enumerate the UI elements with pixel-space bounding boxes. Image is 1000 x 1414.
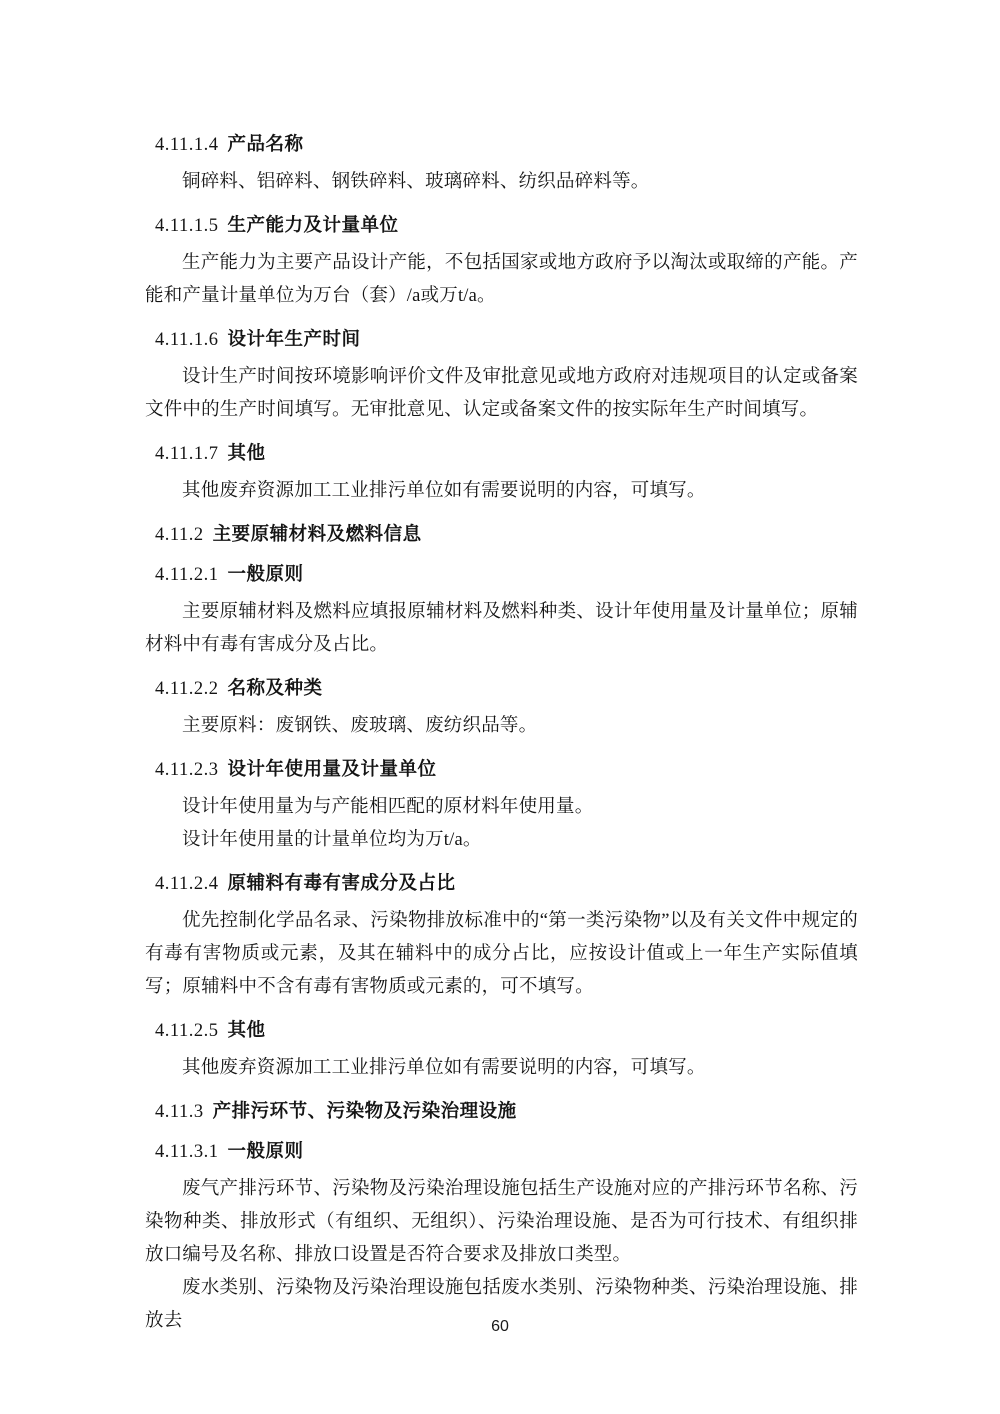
section-title: 主要原辅材料及燃料信息 [212,523,422,544]
section-number: 4.11.2.2 [155,679,219,699]
section-paragraph: 铜碎料、铝碎料、钢铁碎料、玻璃碎料、纺织品碎料等。 [182,172,650,192]
section-heading [145,326,858,353]
section-title: 其他 [227,442,266,463]
section-title: 产品名称 [227,133,304,154]
section-number: 4.11.2.3 [155,760,219,780]
section-paragraph: 其他废弃资源加工工业排污单位如有需要说明的内容，可填写。 [182,481,706,501]
section-4-11-3-1 [145,1138,858,1338]
section-heading [145,212,858,239]
section-number: 4.11.1.7 [155,444,219,464]
section-4-11-2 [145,521,858,548]
section-title: 原辅料有毒有害成分及占比 [227,872,456,893]
section-paragraph: 其他废弃资源加工工业排污单位如有需要说明的内容，可填写。 [182,1058,706,1078]
section-paragraph: 主要原料：废钢铁、废玻璃、废纺织品等。 [182,716,538,736]
section-title: 其他 [227,1019,266,1040]
section-heading [145,870,858,897]
section-4-11-3 [145,1098,858,1125]
section-4-11-1-7 [145,440,858,508]
page-number: 60 [491,1318,509,1335]
section-heading [145,675,858,702]
section-title: 名称及种类 [227,677,323,698]
section-heading [145,561,858,588]
section-4-11-2-2 [145,675,858,743]
section-title: 生产能力及计量单位 [227,214,399,235]
section-heading [145,1098,858,1125]
section-4-11-1-5 [145,212,858,313]
section-number: 4.11.2 [155,525,204,545]
section-paragraph: 主要原辅材料及燃料应填报原辅材料及燃料种类、设计年使用量及计量单位；原辅材料中有毒有害成分及占比。 [145,602,858,655]
section-number: 4.11.1.4 [155,135,219,155]
section-number: 4.11.1.5 [155,216,219,236]
section-number: 4.11.3.1 [155,1142,219,1162]
section-4-11-2-5 [145,1017,858,1085]
section-heading [145,756,858,783]
section-4-11-2-3 [145,756,858,857]
section-number: 4.11.3 [155,1102,204,1122]
section-paragraph: 优先控制化学品名录、污染物排放标准中的“第一类污染物”以及有关文件中规定的有毒有害物质或元素，及其在辅料中的成分占比，应按设计值或上一年生产实际值填写；原辅料中不含有毒有害物质或元素的，可不填写。 [145,911,858,997]
section-title: 设计年使用量及计量单位 [227,758,437,779]
section-heading [145,1017,858,1044]
section-paragraph: 设计年使用量为与产能相匹配的原材料年使用量。 [182,797,594,817]
section-paragraph: 废水类别、污染物及污染治理设施包括废水类别、污染物种类、污染治理设施、排放去 [145,1278,858,1331]
section-heading [145,440,858,467]
section-paragraph: 设计年使用量的计量单位均为万t/a。 [182,830,482,850]
section-4-11-1-4 [145,131,858,199]
section-number: 4.11.2.5 [155,1021,219,1041]
section-title: 产排污环节、污染物及污染治理设施 [212,1100,517,1121]
section-number: 4.11.2.4 [155,874,219,894]
section-title: 一般原则 [227,563,304,584]
section-paragraph: 生产能力为主要产品设计产能，不包括国家或地方政府予以淘汰或取缔的产能。产能和产量计量单位为万台（套）/a或万t/a。 [145,253,858,306]
section-4-11-2-1 [145,561,858,662]
section-title: 设计年生产时间 [227,328,361,349]
section-heading [145,131,858,158]
section-heading [145,1138,858,1165]
section-paragraph: 废气产排污环节、污染物及污染治理设施包括生产设施对应的产排污环节名称、污染物种类、排放形式（有组织、无组织）、污染治理设施、是否为可行技术、有组织排放口编号及名称、排放口设置是否符合要求及排放口类型。 [145,1179,858,1265]
section-4-11-2-4 [145,870,858,1004]
section-number: 4.11.2.1 [155,565,219,585]
section-4-11-1-6 [145,326,858,427]
section-paragraph: 设计生产时间按环境影响评价文件及审批意见或地方政府对违规项目的认定或备案文件中的生产时间填写。无审批意见、认定或备案文件的按实际年生产时间填写。 [145,367,858,420]
section-title: 一般原则 [227,1140,304,1161]
section-heading [145,521,858,548]
section-number: 4.11.1.6 [155,330,219,350]
